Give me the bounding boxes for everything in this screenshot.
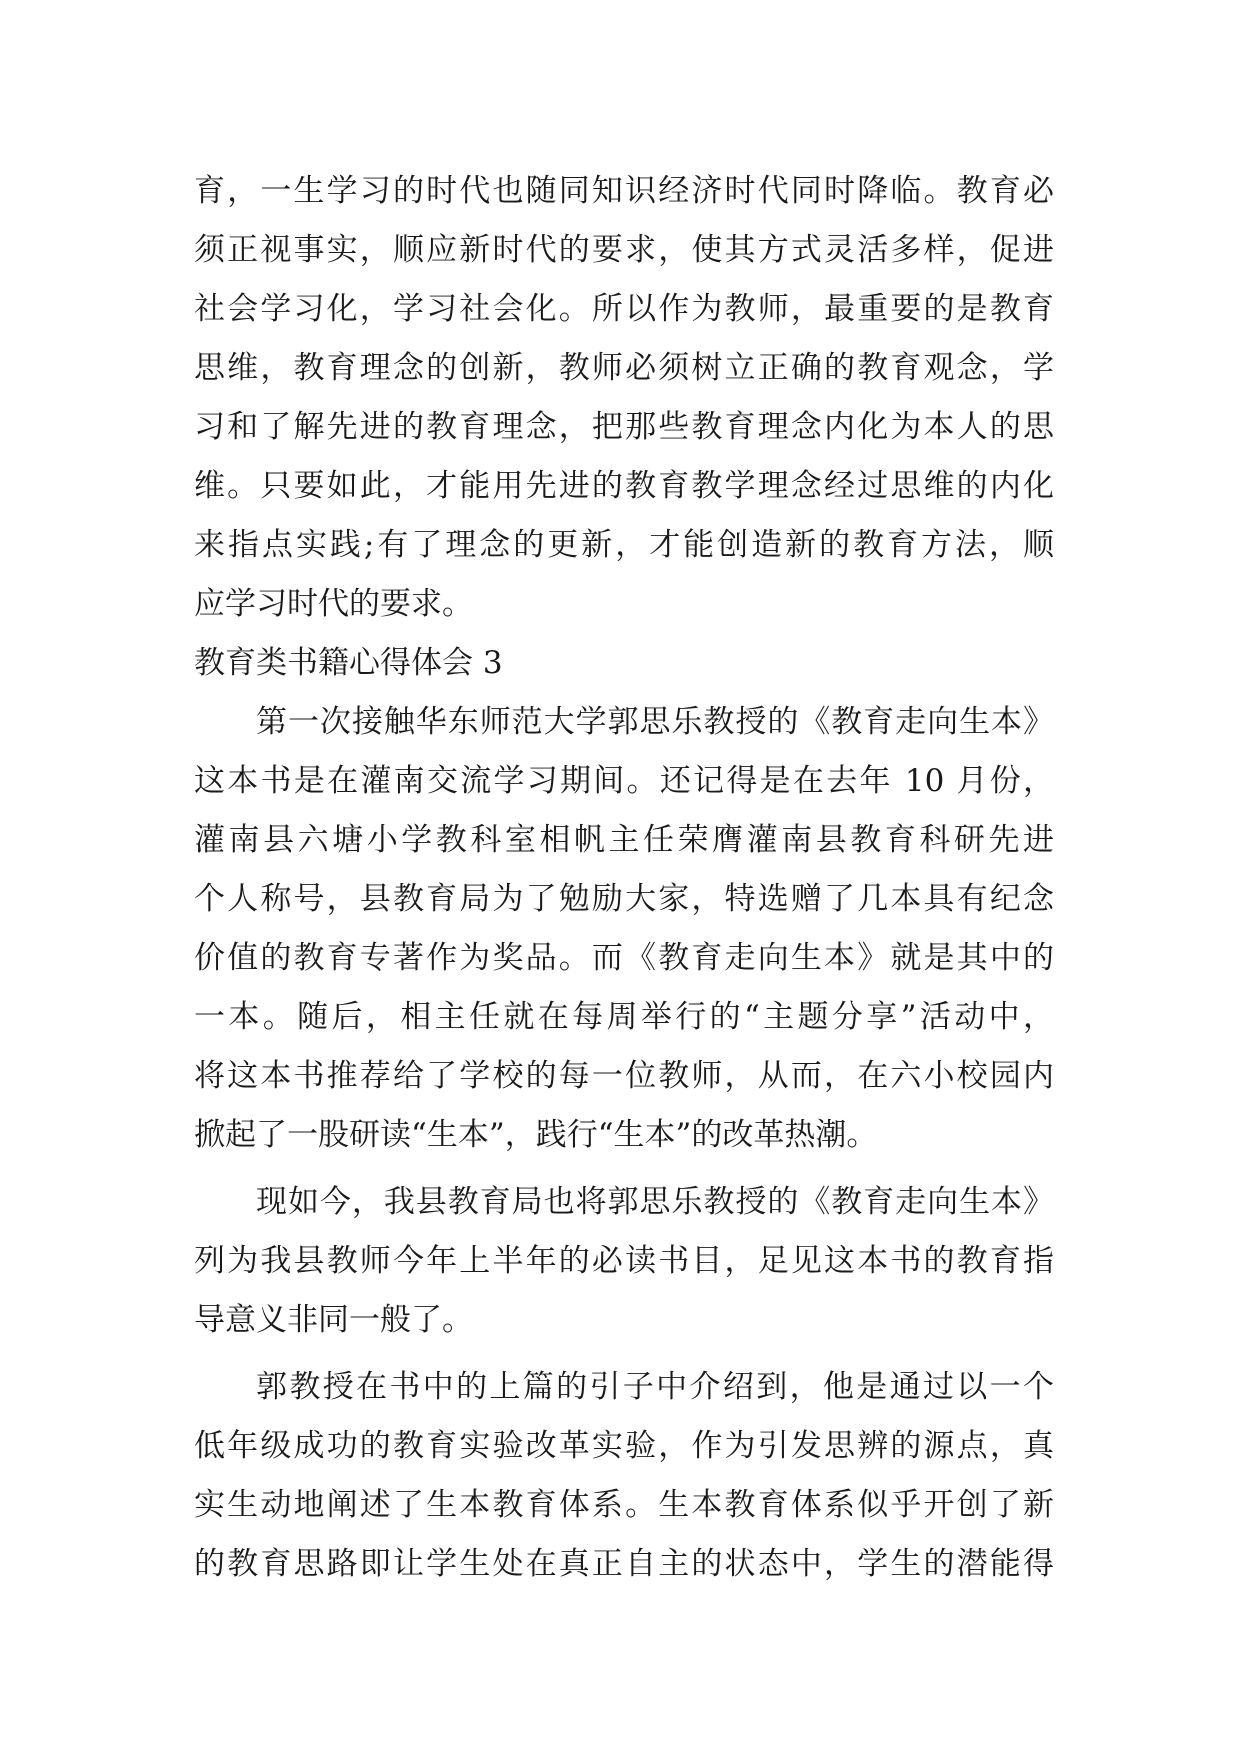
paragraph-first-contact xyxy=(194,693,1054,1165)
paragraph-education-philosophy xyxy=(194,162,1054,634)
document-body xyxy=(194,162,1054,1594)
text-line: 社会学习化，学习社会化。所以作为教师，最重要的是教育 xyxy=(194,291,1054,327)
text-line: 个人称号，县教育局为了勉励大家，特选赠了几本具有纪念 xyxy=(194,881,1054,917)
section-title: 教育类书籍心得体会 3 xyxy=(194,645,503,681)
text-line: 的教育思路即让学生处在真正自主的状态中，学生的潜能得 xyxy=(194,1546,1054,1582)
text-line: 一本。随后，相主任就在每周举行的“主题分享”活动中， xyxy=(194,999,1054,1035)
text-line: 第一次接触华东师范大学郭思乐教授的《教育走向生本》 xyxy=(256,704,1054,740)
text-line: 郭教授在书中的上篇的引子中介绍到，他是通过以一个 xyxy=(256,1369,1054,1405)
text-line: 灌南县六塘小学教科室相帆主任荣膺灌南县教育科研先进 xyxy=(194,822,1054,858)
text-line: 掀起了一股研读“生本”，践行“生本”的改革热潮。 xyxy=(194,1117,878,1153)
paragraph-student-centered-education xyxy=(194,1358,1054,1594)
text-line: 将这本书推荐给了学校的每一位教师，从而，在六小校园内 xyxy=(194,1058,1054,1094)
section-heading xyxy=(194,634,1054,693)
text-line: 价值的教育专著作为奖品。而《教育走向生本》就是其中的 xyxy=(194,940,1054,976)
text-line: 低年级成功的教育实验改革实验，作为引发思辨的源点，真 xyxy=(194,1428,1054,1464)
text-line: 应学习时代的要求。 xyxy=(194,586,473,622)
text-line: 列为我县教师今年上半年的必读书目，足见这本书的教育指 xyxy=(194,1243,1054,1279)
paragraph-required-reading xyxy=(194,1173,1054,1350)
text-line: 现如今，我县教育局也将郭思乐教授的《教育走向生本》 xyxy=(256,1184,1054,1220)
text-line: 习和了解先进的教育理念，把那些教育理念内化为本人的思 xyxy=(194,409,1054,445)
text-line: 来指点实践;有了理念的更新，才能创造新的教育方法，顺 xyxy=(194,527,1054,563)
text-line: 实生动地阐述了生本教育体系。生本教育体系似乎开创了新 xyxy=(194,1487,1054,1523)
text-line: 这本书是在灌南交流学习期间。还记得是在去年 10 月份， xyxy=(194,763,1054,799)
text-line: 思维，教育理念的创新，教师必须树立正确的教育观念，学 xyxy=(194,350,1054,386)
text-line: 须正视事实，顺应新时代的要求，使其方式灵活多样，促进 xyxy=(194,232,1054,268)
text-line: 维。只要如此，才能用先进的教育教学理念经过思维的内化 xyxy=(194,468,1054,504)
text-line: 育，一生学习的时代也随同知识经济时代同时降临。教育必 xyxy=(194,173,1054,209)
text-line: 导意义非同一般了。 xyxy=(194,1302,473,1338)
